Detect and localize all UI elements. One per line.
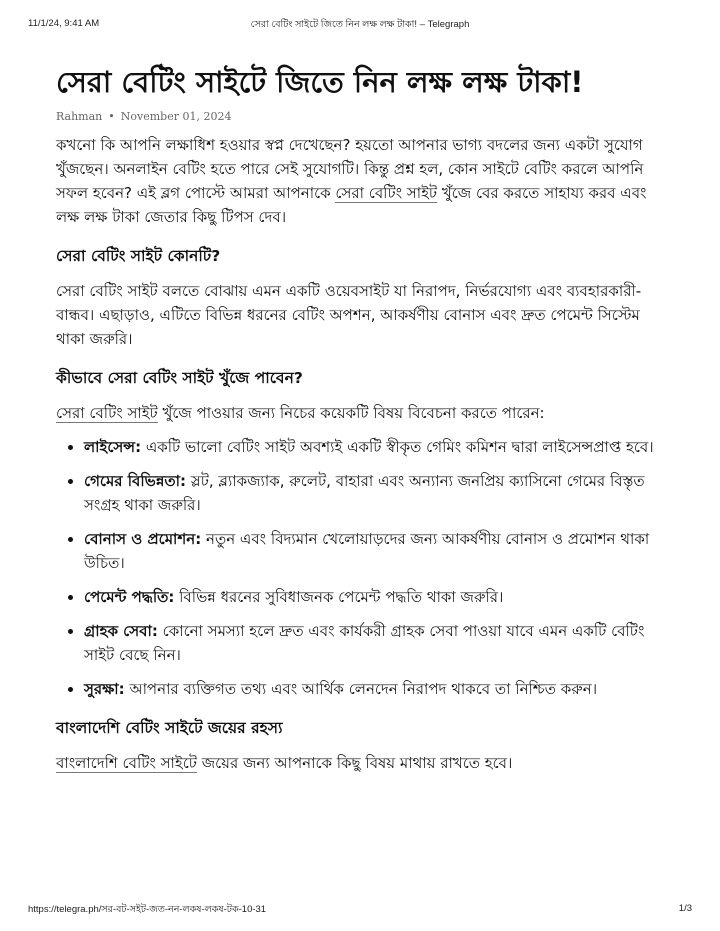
list-item — [84, 619, 664, 667]
heading-what-is-best-site: সেরা বেটিং সাইট কোনটি? — [56, 247, 221, 265]
criteria-list — [56, 435, 664, 701]
list-item-text: বিভিন্ন ধরনের সুবিধাজনক পেমেন্ট পদ্ধতি থাকা জরুরি। — [174, 588, 504, 606]
best-betting-site-link[interactable]: সেরা বেটিং সাইট — [335, 184, 438, 202]
intro-text-after: খুঁজে বের করতে সাহায্য করব এবং লক্ষ লক্ষ টাকা জেতার কিছু টিপস দেব। — [56, 184, 647, 226]
list-item — [84, 469, 664, 517]
paragraph-bangladeshi-sites — [56, 751, 664, 775]
bangladeshi-betting-site-link[interactable]: বাংলাদেশি বেটিং সাইটে — [56, 754, 197, 772]
list-item — [84, 677, 664, 701]
article-title: সেরা বেটিং সাইটে জিতে নিন লক্ষ লক্ষ টাকা! — [56, 65, 584, 99]
list-item-term: পেমেন্ট পদ্ধতি: — [84, 588, 175, 606]
list-item-term: গ্রাহক সেবা: — [84, 622, 158, 640]
list-item-text: স্লট, ব্ল্যাকজ্যাক, রুলেট, বাহারা এবং অন্যান্য জনপ্রিয় ক্যাসিনো গেমের বিস্তৃত সংগ্রহ থাকা জরুরি। — [84, 472, 645, 514]
print-datetime: 11/1/24, 9:41 AM — [28, 18, 100, 29]
print-header — [28, 18, 692, 32]
list-item-text: নতুন এবং বিদ্যমান খেলোয়াড়দের জন্য আকর্ষণীয় বোনাস ও প্রমোশন থাকা উচিত। — [84, 530, 650, 572]
print-footer — [28, 903, 692, 917]
intro-text-before: কখনো কি আপনি লক্ষাধিশ হওয়ার স্বপ্ন দেখেছেন? হয়তো আপনার ভাগ্য বদলের জন্য একটা সুযোগ খুঁজছেন। অনলাইন বেটিং হতে পারে সেই সুযোগটি। কিন্তু প্রশ্ন হল, কোন সাইটে বেটিং করলে আপনি সফল হবেন? এই ব্লগ পোস্টে আমরা আপনাকে — [56, 136, 644, 202]
publish-date: November 01, 2024 — [120, 110, 232, 123]
paragraph-how-to-find — [56, 401, 664, 425]
list-item-term: বোনাস ও প্রমোশন: — [84, 530, 202, 548]
list-item — [84, 585, 664, 609]
paragraph-what-is-best-site: সেরা বেটিং সাইট বলতে বোঝায় এমন একটি ওয়েবসাইট যা নিরাপদ, নির্ভরযোগ্য এবং ব্যবহারকারী-বান্ধব। এছাড়াও, এটিতে বিভিন্ন ধরনের বেটিং অপশন, আকর্ষণীয় বোনাস এবং দ্রুত পেমেন্ট সিস্টেম থাকা জরুরি। — [56, 282, 642, 348]
print-page-number: 1/3 — [678, 903, 692, 914]
list-item-term: গেমের বিভিন্নতা: — [84, 472, 187, 490]
list-item — [84, 527, 664, 575]
intro-paragraph — [56, 133, 664, 229]
print-page-title: সেরা বেটিং সাইটে জিতে নিন লক্ষ লক্ষ টাকা! – Telegraph — [250, 19, 470, 30]
how-to-find-text: খুঁজে পাওয়ার জন্য নিচের কয়েকটি বিষয় বিবেচনা করতে পারেন: — [157, 404, 545, 422]
bangladeshi-sites-text: জয়ের জন্য আপনাকে কিছু বিষয় মাথায় রাখতে হবে। — [196, 754, 513, 772]
list-item-term: লাইসেন্স: — [84, 438, 142, 456]
heading-bangladeshi-sites: বাংলাদেশি বেটিং সাইটে জয়ের রহস্য — [56, 719, 283, 737]
article-meta — [56, 110, 664, 123]
list-item — [84, 435, 664, 459]
heading-how-to-find: কীভাবে সেরা বেটিং সাইট খুঁজে পাবেন? — [56, 369, 303, 387]
article — [56, 62, 664, 775]
author-name[interactable]: Rahman — [56, 110, 103, 123]
list-item-term: সুরক্ষা: — [84, 680, 125, 698]
print-url: https://telegra.ph/সর-বট-সইট-জত-নন-লকষ-লকষ-টক-10-31 — [28, 904, 267, 915]
list-item-text: আপনার ব্যক্তিগত তথ্য এবং আর্থিক লেনদেন নিরাপদ থাকবে তা নিশ্চিত করুন। — [124, 680, 598, 698]
meta-separator: • — [108, 110, 115, 123]
list-item-text: একটি ভালো বেটিং সাইট অবশ্যই একটি স্বীকৃত গেমিং কমিশন দ্বারা লাইসেন্সপ্রাপ্ত হবে। — [141, 438, 654, 456]
best-betting-site-link-2[interactable]: সেরা বেটিং সাইট — [56, 404, 158, 422]
list-item-text: কোনো সমস্যা হলে দ্রুত এবং কার্যকরী গ্রাহক সেবা পাওয়া যাবে এমন একটি বেটিং সাইট বেছে নিন। — [84, 622, 645, 664]
